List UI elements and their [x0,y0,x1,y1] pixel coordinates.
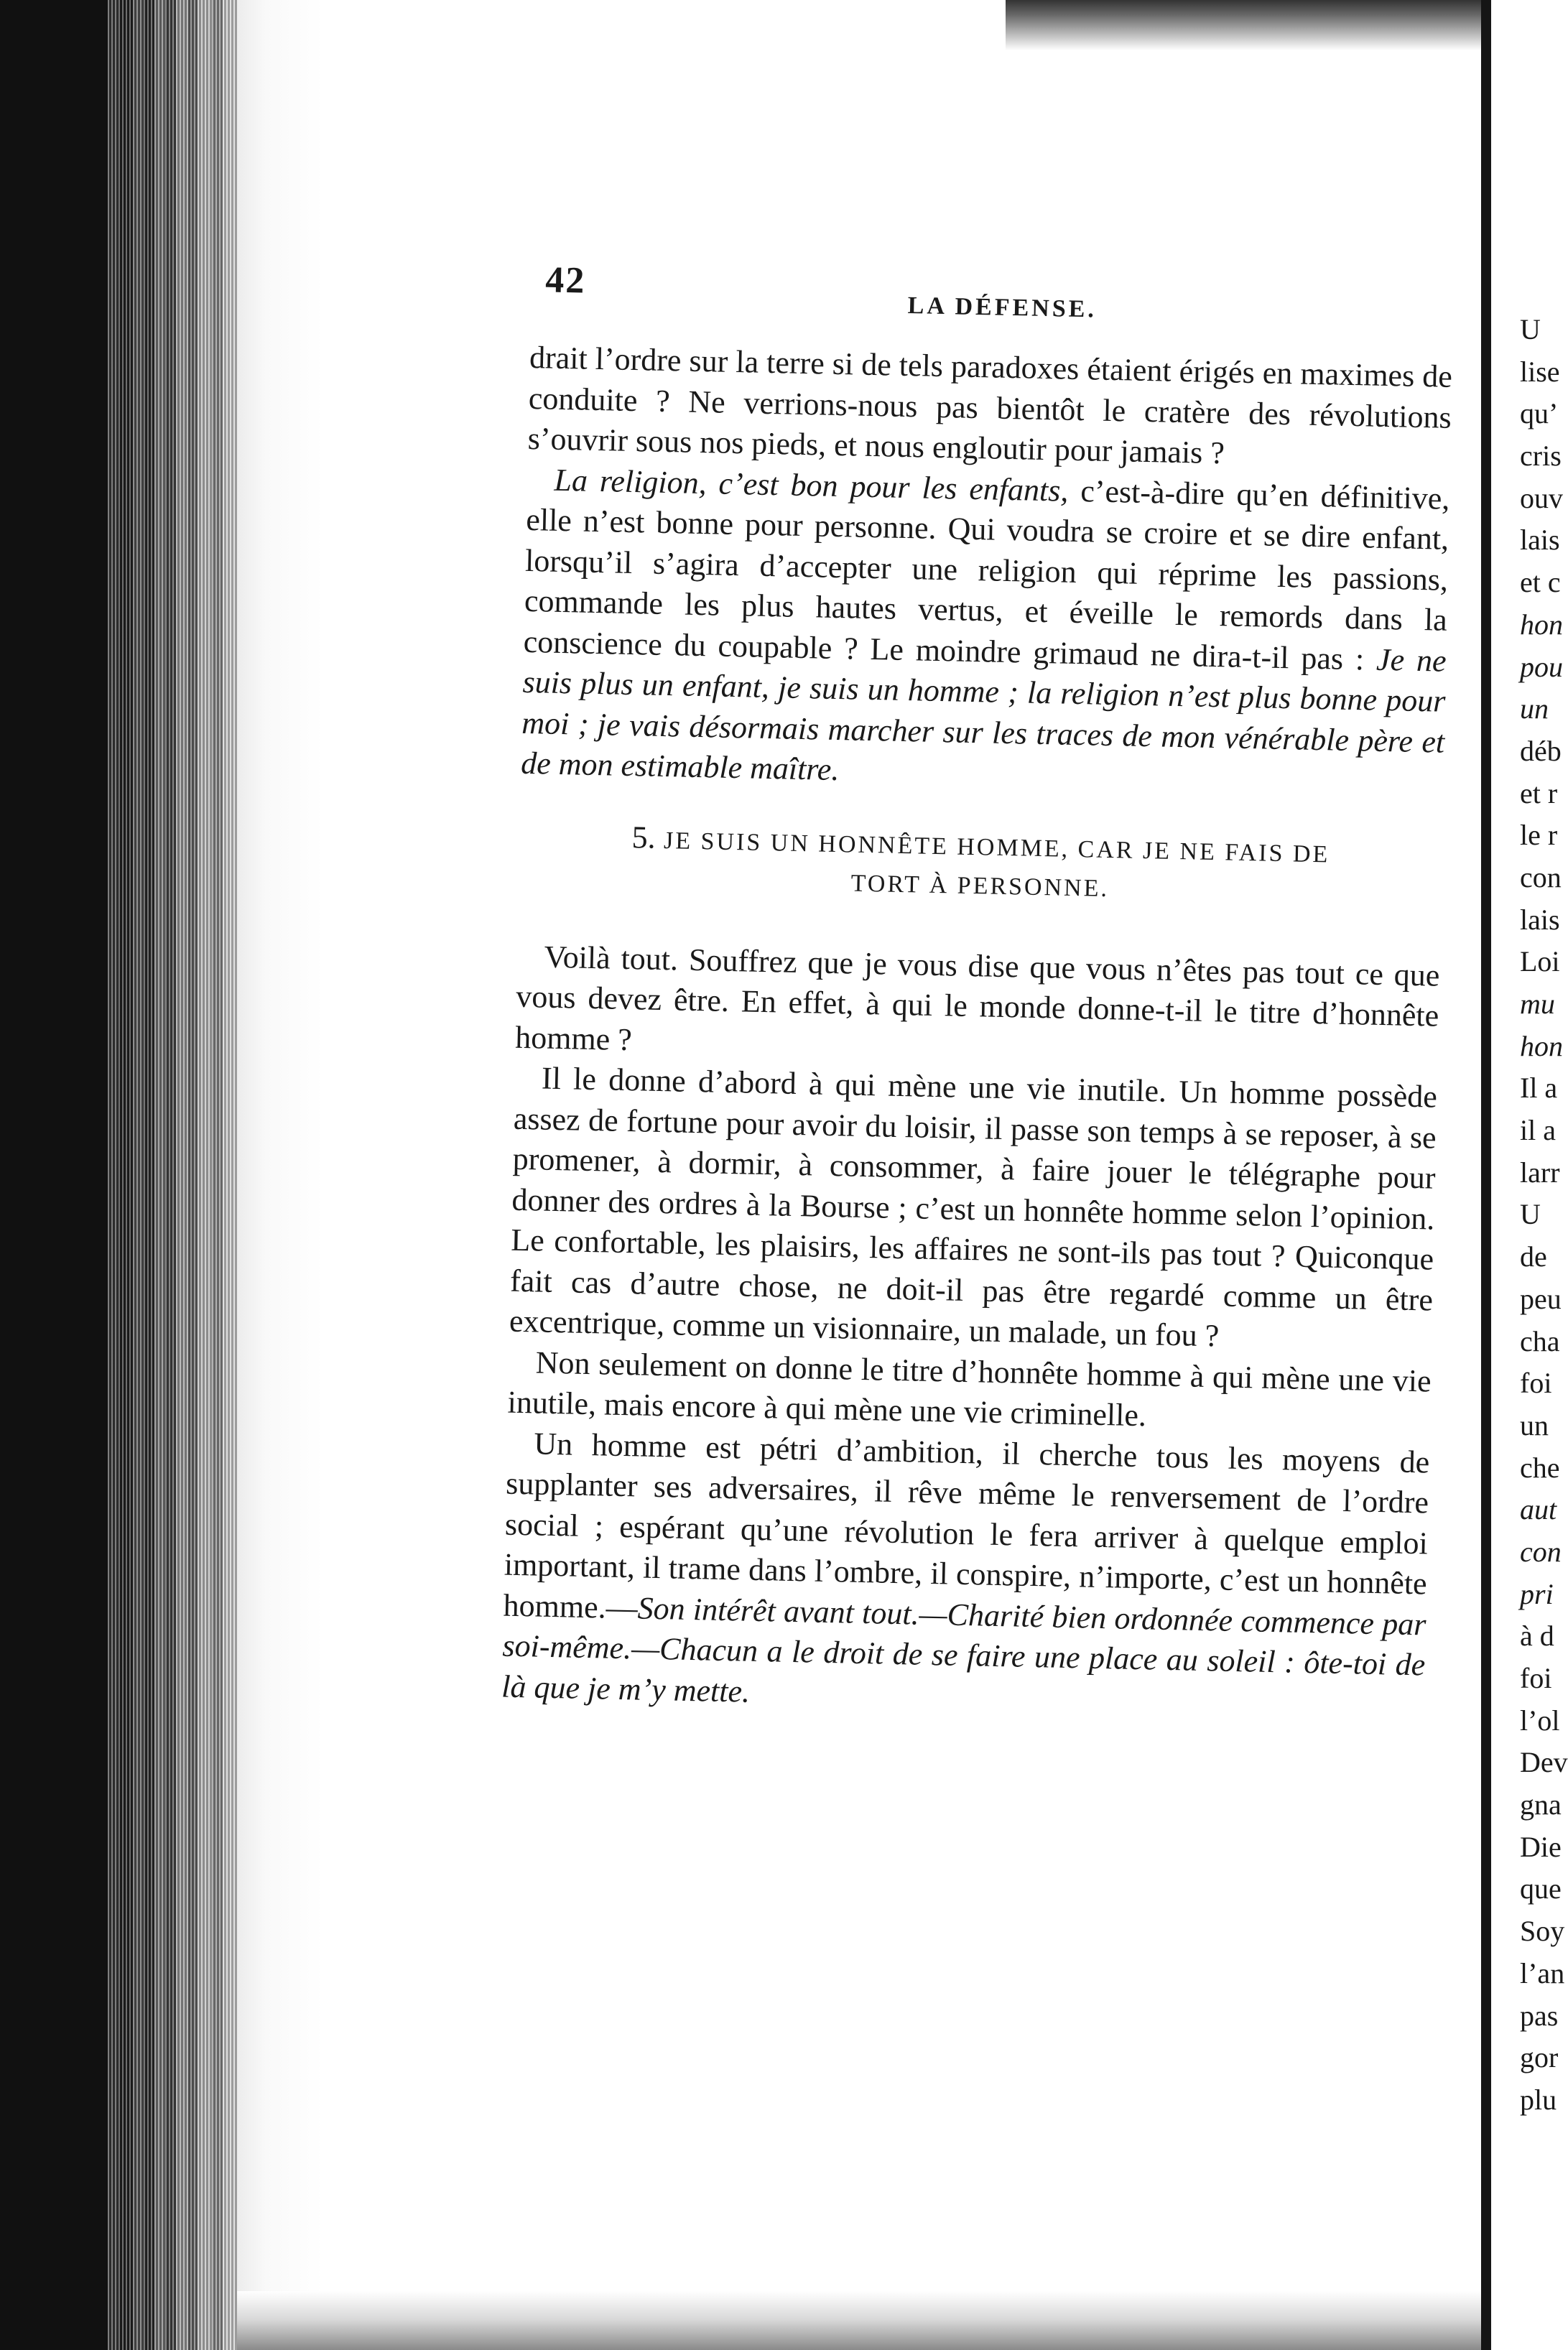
paragraph-text: Non seulement on donne le titre d’honnête homme à qui mène une vie inutile, mais encore à qui mène une vie criminelle. [507,1344,1432,1434]
facing-page-line: il a [1520,1114,1556,1147]
top-shadow [1006,0,1508,50]
facing-page-line: le r [1520,819,1558,852]
paragraph-text: Un homme est pétri d’ambition, il cherche tous les moyens de supplanter ses adversaires, il rêve même le renversement de l’ordre social ; espérant qu’une révolution le fera arriver à quelque emploi important, il trame dans l’ombre, il conspire, n’importe, c’est un honnête homme.— [503,1425,1430,1625]
facing-page-line: U [1520,1198,1541,1231]
section-title-line-2: TORT À PERSONNE. [850,870,1110,902]
italic-text: Je ne suis plus un enfant, je suis un homme ; la religion n’est plus bonne pour moi ; je vais désormais marcher sur les traces de mon vénérable père et de mon estimable maître. [520,641,1447,788]
facing-page-line: mu [1520,988,1555,1020]
facing-page-line: déb [1520,734,1562,767]
facing-page-line: lise [1520,355,1560,388]
paragraph [501,1423,1430,1726]
facing-page-line: pas [1520,1999,1559,2032]
bottom-page-edge [237,2291,1487,2350]
facing-page-line: pou [1520,650,1563,683]
paragraph-text: drait l’ordre sur la terre si de tels paradoxes étaient érigés en maximes de conduite ? Ne verrions-nous pas bientôt le cratère des révolutions s’ouvrir sous nos pieds, et nous engloutir pour jamais ? [527,339,1453,471]
italic-text: La religion, c’est bon pour les enfants, [554,462,1069,508]
facing-page-line: un [1520,1408,1549,1441]
body-text-section [501,936,1440,1726]
facing-page-line: U [1520,313,1541,345]
facing-page-line: pri [1520,1577,1554,1610]
facing-page-line: foi [1520,1662,1552,1694]
facing-page-lines [1520,309,1568,2122]
facing-page-line: Die [1520,1830,1562,1863]
facing-page-line: l’an [1520,1956,1565,1989]
book-page-edges [0,0,237,2350]
paragraph [521,459,1450,803]
facing-page-line: gna [1520,1788,1562,1821]
paragraph [527,338,1452,478]
facing-page-line: cris [1520,440,1562,473]
paragraph-text: Voilà tout. Souffrez que je vous dise que vous n’êtes pas tout ce que vous devez être. En effet, à qui le monde donne-t-il le titre d’honnête homme ? [514,939,1440,1057]
facing-page-line: foi [1520,1367,1552,1400]
facing-page-line: plu [1520,2083,1557,2116]
facing-page-line: un [1520,692,1549,725]
text-column [501,259,1455,1726]
facing-page-line: et r [1520,776,1558,809]
section-title-line-1: JE SUIS UN HONNÊTE HOMME, CAR JE NE FAIS DE [663,827,1330,868]
facing-page-line: l’ol [1520,1704,1560,1737]
page-number: 42 [544,259,586,302]
facing-page-line: che [1520,1451,1560,1484]
facing-page-line: qu’ [1520,397,1559,430]
facing-page-fragment [1481,0,1568,2350]
italic-text: Son intérêt avant tout.—Charité bien ordonnée commence par soi-même.—Chacun a le droit de se faire une place au soleil : ôte-toi de là que je m’y mette. [501,1590,1426,1709]
facing-page-line: larr [1520,1156,1560,1189]
facing-page-line: lais [1520,524,1560,557]
paragraph [515,936,1440,1077]
facing-page-line: Soy [1520,1915,1565,1948]
facing-page-line: de [1520,1240,1547,1273]
facing-page-line: con [1520,1535,1562,1568]
paragraph-text: Il le donne d’abord à qui mène une vie inutile. Un homme possède assez de fortune pour avoir du loisir, il passe son temps à se reposer, à se promener, à dormir, à consommer, à faire jouer le télégraphe pour donner des ordres à la Bourse ; c’est un honnête homme selon l’opinion. Le confortable, les plaisirs, les affaires ne sont-ils pas tout ? Quiconque fait cas d’autre chose, ne doit-il pas être regardé comme un être excentrique, comme un visionnaire, un malade, un fou ? [509,1060,1438,1354]
body-text-top [521,338,1453,803]
facing-page-line: cha [1520,1324,1560,1357]
section-heading [518,815,1442,915]
facing-page-line: peu [1520,1282,1562,1315]
facing-page-line: ouv [1520,481,1563,514]
facing-page-line: Loi [1520,945,1560,978]
section-number: 5. [631,819,657,855]
facing-page-line: con [1520,860,1562,893]
facing-page-line: hon [1520,608,1563,641]
facing-page-line: aut [1520,1493,1557,1526]
paragraph-text: c’est-à-dire qu’en définitive, elle n’est bonne pour personne. Qui voudra se croire et se dire enfant, lorsqu’il s’agira d’accepter une religion qui réprime les passions, commande les plus hautes vertus, et éveille le remords dans la conscience du coupable ? Le moindre grimaud ne dira-t-il pas : [523,473,1450,677]
facing-page-line: que [1520,1872,1562,1905]
page-edge-stripes [108,0,237,2350]
paragraph [509,1058,1437,1361]
facing-page-line: et c [1520,566,1561,599]
facing-page-line: à d [1520,1620,1554,1653]
facing-page-line: Il a [1520,1072,1558,1105]
facing-page-line: gor [1520,2041,1559,2074]
facing-page-line: lais [1520,903,1560,936]
running-title: LA DÉFENSE. [907,292,1098,323]
facing-page-line: hon [1520,1029,1563,1062]
facing-page-line: Dev [1520,1746,1568,1779]
